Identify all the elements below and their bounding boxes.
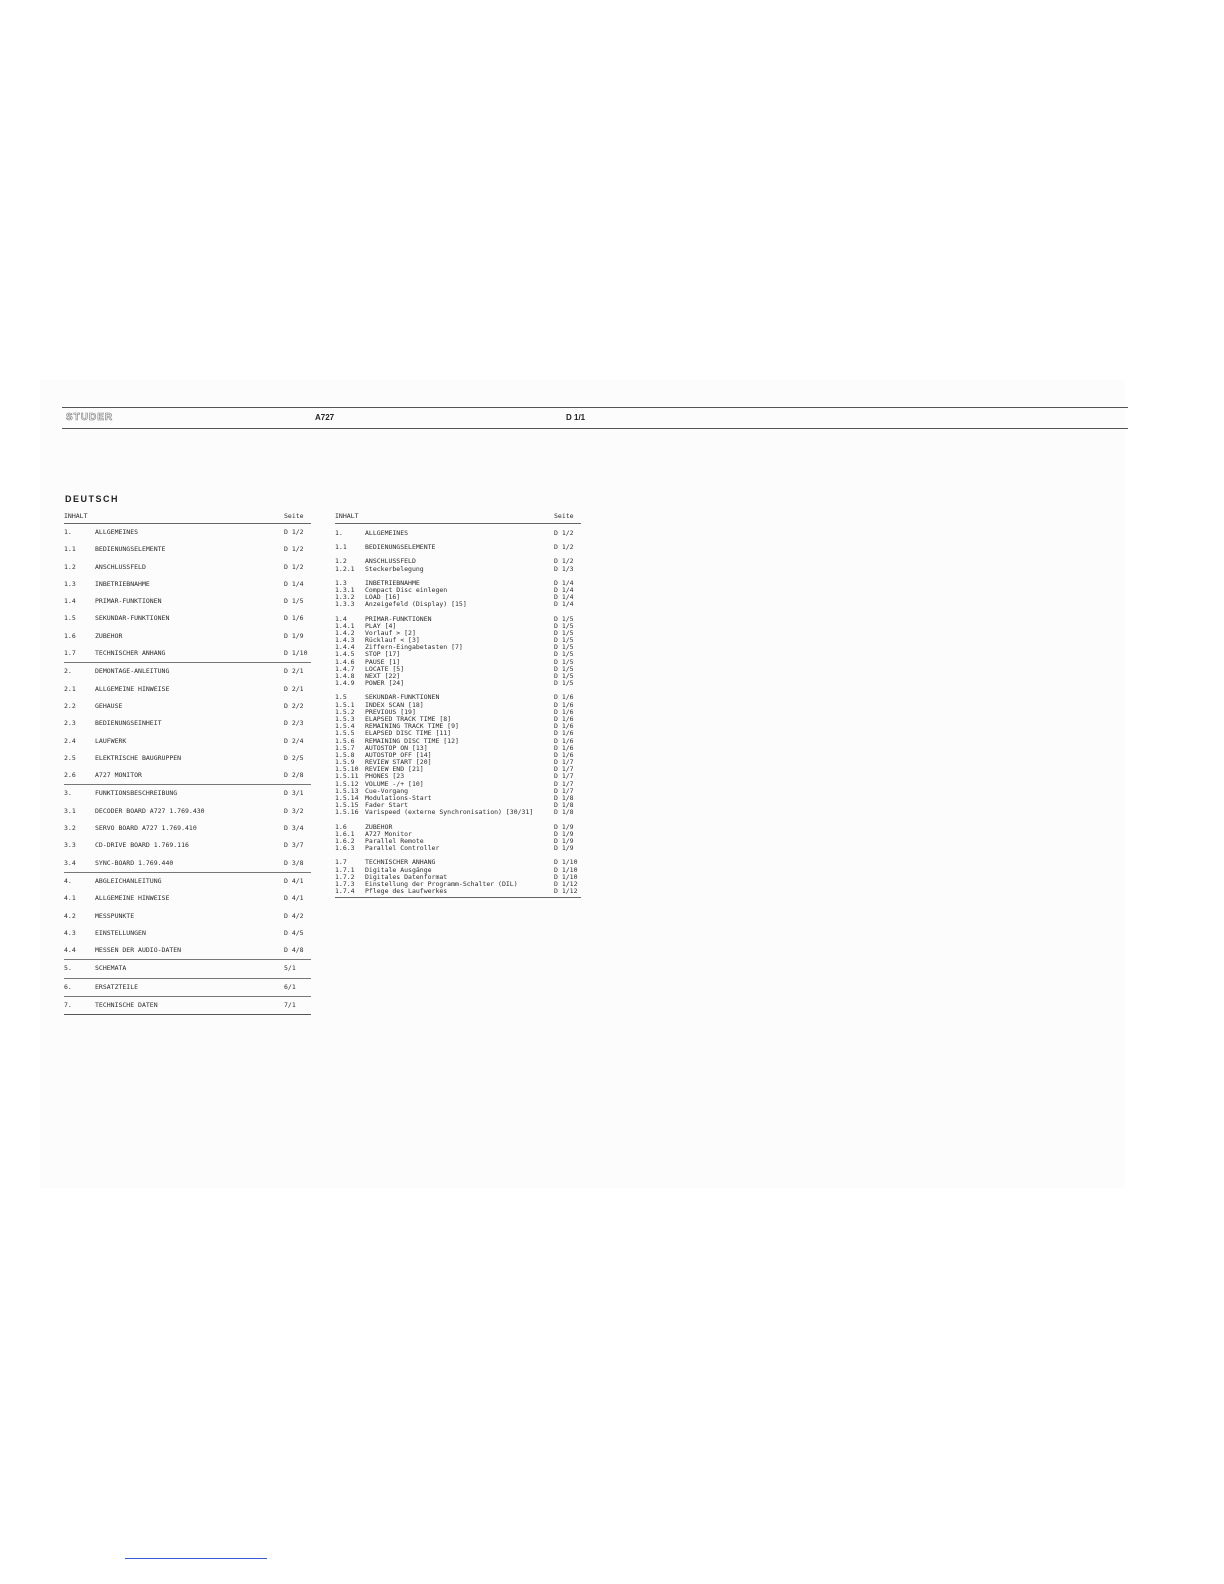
toc-detail-number: 1.7 xyxy=(335,858,347,867)
toc-detail-page: D 1/9 xyxy=(554,822,574,831)
toc-row-number: 1.5 xyxy=(64,614,76,623)
toc-detail-title: Parallel Remote xyxy=(365,836,424,845)
toc-row-title: GEHAUSE xyxy=(95,701,123,710)
toc-row-page: D 4/5 xyxy=(284,928,304,937)
toc-detail-page: D 1/6 xyxy=(554,729,574,738)
toc-detail-page: D 1/5 xyxy=(554,650,574,659)
toc-row-title: DEMONTAGE-ANLEITUNG xyxy=(95,667,170,676)
toc-row-page: D 1/2 xyxy=(284,562,304,571)
toc-detail-number: 1.4.2 xyxy=(335,628,355,637)
toc-detail-number: 1.3 xyxy=(335,578,347,587)
toc-row-number: 2.2 xyxy=(64,701,76,710)
toc-row xyxy=(64,890,311,907)
toc-detail-page: D 1/8 xyxy=(554,801,574,810)
toc-detail xyxy=(335,513,581,898)
toc-detail-number: 1.3.2 xyxy=(335,593,355,602)
toc-detail-number: 1.5.7 xyxy=(335,743,355,752)
toc-row-page: D 3/8 xyxy=(284,858,304,867)
toc-detail-row xyxy=(335,530,581,537)
toc-row xyxy=(64,524,311,541)
toc-detail-title: AUTOSTOP ON [13] xyxy=(365,743,428,752)
toc-row-title: BEDIENUNGSELEMENTE xyxy=(95,545,166,554)
toc-row-page: D 1/2 xyxy=(284,528,304,536)
toc-detail-number: 1.5.2 xyxy=(335,707,355,716)
toc-row-page: D 1/5 xyxy=(284,597,304,606)
toc-detail-page: D 1/6 xyxy=(554,750,574,759)
toc-detail-number: 1.6.1 xyxy=(335,829,355,838)
toc-detail-page: D 1/7 xyxy=(554,779,574,788)
toc-row xyxy=(64,662,311,680)
toc-detail-page: D 1/5 xyxy=(554,614,574,623)
toc-detail-number: 1.5.13 xyxy=(335,786,359,795)
toc-detail-row xyxy=(335,845,581,852)
toc-detail-title: Varispeed (externe Synchronisation) [30/31] xyxy=(365,808,534,817)
toc-row-title: MESSPUNKTE xyxy=(95,911,135,920)
toc-detail-number: 1.5.10 xyxy=(335,765,359,774)
toc-detail-rows xyxy=(335,524,581,895)
toc-row xyxy=(64,610,311,627)
toc-detail-page: D 1/9 xyxy=(554,829,574,838)
toc-detail-row xyxy=(335,809,581,816)
toc-detail-title: LOAD [16] xyxy=(365,593,401,602)
toc-detail-title: Compact Disc einlegen xyxy=(365,585,448,594)
toc-detail-number: 1.3.3 xyxy=(335,600,355,609)
toc-detail-page: D 1/6 xyxy=(554,736,574,745)
toc-detail-number: 1.5.16 xyxy=(335,808,359,817)
toc-row-number: 1. xyxy=(64,528,72,536)
toc-detail-page: D 1/5 xyxy=(554,621,574,630)
toc-detail-number: 1.4.9 xyxy=(335,679,355,688)
model-number: A727 xyxy=(315,413,335,422)
toc-row-page: 7/1 xyxy=(284,1001,296,1010)
toc-row xyxy=(64,698,311,715)
toc-row xyxy=(64,593,311,610)
toc-detail-number: 1.4.7 xyxy=(335,664,355,673)
toc-row-title: TECHNISCHE DATEN xyxy=(95,1001,158,1010)
toc-detail-number: 1.5.14 xyxy=(335,794,359,802)
toc-row xyxy=(64,628,311,645)
toc-detail-title: PHONES [23 xyxy=(365,772,405,781)
toc-detail-title: Einstellung der Programm-Schalter (DIL) xyxy=(365,879,518,888)
toc-detail-title: Vorlauf > [2] xyxy=(365,628,416,637)
toc-detail-page: D 1/6 xyxy=(554,722,574,731)
toc-row-title: FUNKTIONSBESCHREIBUNG xyxy=(95,789,178,798)
toc-row-page: D 4/8 xyxy=(284,946,304,955)
toc-detail-page: D 1/6 xyxy=(554,693,574,702)
toc-row xyxy=(64,803,311,820)
toc-row xyxy=(64,541,311,558)
toc-detail-title: Rücklauf < [3] xyxy=(365,636,420,645)
toc-row-page: D 2/1 xyxy=(284,684,304,693)
toc-row-page: D 2/3 xyxy=(284,719,304,728)
toc-row-number: 2.4 xyxy=(64,736,76,745)
toc-row-number: 4. xyxy=(64,876,72,885)
toc-detail-row xyxy=(335,601,581,608)
toc-detail-page: D 1/5 xyxy=(554,672,574,680)
toc-row-title: ERSATZTEILE xyxy=(95,982,139,991)
toc-detail-number: 1.5.15 xyxy=(335,801,359,810)
toc-row xyxy=(64,959,311,977)
header-rule-bottom xyxy=(62,428,1128,429)
toc-row xyxy=(64,681,311,698)
toc-detail-page: D 1/12 xyxy=(554,887,578,896)
toc-detail-number: 1.5 xyxy=(335,693,347,702)
toc-detail-number: 1.7.4 xyxy=(335,887,355,896)
toc-detail-page: D 1/6 xyxy=(554,707,574,716)
toc-detail-header xyxy=(335,513,581,524)
toc-detail-page: D 1/7 xyxy=(554,772,574,781)
toc-row-number: 1.3 xyxy=(64,579,76,588)
toc-row-title: SERVO BOARD A727 1.769.410 xyxy=(95,824,197,833)
toc-row xyxy=(64,942,311,959)
toc-row-number: 3. xyxy=(64,789,72,798)
toc-row xyxy=(64,576,311,593)
toc-detail-page: D 1/5 xyxy=(554,628,574,637)
toc-detail-title: Digitale Ausgänge xyxy=(365,865,432,874)
toc-row-number: 2.6 xyxy=(64,771,76,780)
toc-row-number: 4.1 xyxy=(64,894,76,903)
toc-detail-title: STOP [17] xyxy=(365,650,401,659)
toc-row-page: D 3/2 xyxy=(284,806,304,815)
toc-row-number: 5. xyxy=(64,964,72,973)
toc-detail-page: D 1/3 xyxy=(554,564,574,573)
toc-detail-number: 1.7.2 xyxy=(335,872,355,881)
toc-detail-number: 1.6.3 xyxy=(335,844,355,853)
toc-detail-page: D 1/2 xyxy=(554,557,574,566)
toc-row-number: 4.2 xyxy=(64,911,76,920)
toc-row-number: 7. xyxy=(64,1001,72,1010)
toc-detail-page: D 1/5 xyxy=(554,636,574,645)
toc-detail-number: 1.2.1 xyxy=(335,564,355,573)
toc-detail-page: D 1/7 xyxy=(554,765,574,774)
toc-row xyxy=(64,978,311,996)
toc-detail-page: D 1/4 xyxy=(554,585,574,594)
header-rule-top xyxy=(62,407,1128,408)
toc-detail-row xyxy=(335,888,581,895)
toc-row-page: D 3/7 xyxy=(284,841,304,850)
toc-detail-title: ANSCHLUSSFELD xyxy=(365,557,416,566)
toc-row-page: D 2/2 xyxy=(284,701,304,710)
toc-row-title: ABGLEICHANLEITUNG xyxy=(95,876,162,885)
toc-row-page: D 4/1 xyxy=(284,894,304,903)
toc-row-number: 3.1 xyxy=(64,806,76,815)
toc-detail-row xyxy=(335,680,581,687)
toc-row xyxy=(64,837,311,854)
toc-row xyxy=(64,925,311,942)
toc-detail-page: D 1/6 xyxy=(554,743,574,752)
toc-detail-title: Pflege des Laufwerkes xyxy=(365,887,448,896)
toc-detail-page: D 1/5 xyxy=(554,664,574,673)
toc-detail-number: 1.5.5 xyxy=(335,729,355,738)
toc-row-number: 3.2 xyxy=(64,824,76,833)
toc-detail-number: 1.4.1 xyxy=(335,621,355,630)
toc-detail-title: TECHNISCHER ANHANG xyxy=(365,858,436,867)
toc-row-number: 1.1 xyxy=(64,545,76,554)
toc-row-page: D 2/8 xyxy=(284,771,304,780)
toc-row-title: ANSCHLUSSFELD xyxy=(95,562,146,571)
toc-detail-number: 1.4.8 xyxy=(335,672,355,680)
toc-row-title: LAUFWERK xyxy=(95,736,127,745)
toc-row-title: EINSTELLUNGEN xyxy=(95,928,146,937)
toc-detail-title: VOLUME -/+ [10] xyxy=(365,779,424,788)
toc-detail-number: 1.4.5 xyxy=(335,650,355,659)
toc-detail-title: AUTOSTOP OFF [14] xyxy=(365,750,432,759)
toc-detail-page: D 1/10 xyxy=(554,858,578,867)
toc-detail-title: INBETRIEBNAHME xyxy=(365,578,420,587)
footer-link-underline xyxy=(125,1558,267,1559)
toc-row-number: 2.5 xyxy=(64,753,76,762)
toc-row-page: D 2/4 xyxy=(284,736,304,745)
toc-detail-title: Steckerbelegung xyxy=(365,564,424,573)
toc-detail-number: 1.5.1 xyxy=(335,700,355,709)
toc-row xyxy=(64,645,311,662)
toc-row-number: 2.3 xyxy=(64,719,76,728)
language-heading: DEUTSCH xyxy=(65,494,120,504)
toc-detail-title: Ziffern-Eingabetasten [7] xyxy=(365,643,463,652)
toc-row-title: A727 MONITOR xyxy=(95,771,142,780)
toc-row-title: ALLGEMEINE HINWEISE xyxy=(95,684,170,693)
toc-row xyxy=(64,855,311,872)
toc-row-number: 4.4 xyxy=(64,946,76,955)
toc-detail-page: D 1/7 xyxy=(554,786,574,795)
toc-detail-title: INDEX SCAN [18] xyxy=(365,700,424,709)
toc-detail-title: Digitales Datenformat xyxy=(365,872,448,881)
toc-detail-page: D 1/10 xyxy=(554,872,578,881)
toc-detail-page: D 1/5 xyxy=(554,679,574,688)
toc-detail-title: A727 Monitor xyxy=(365,829,412,838)
toc-detail-title: SEKUNDAR-FUNKTIONEN xyxy=(365,693,440,702)
toc-detail-number: 1.5.11 xyxy=(335,772,359,781)
toc-row-title: CD-DRIVE BOARD 1.769.116 xyxy=(95,841,189,850)
toc-row-page: D 3/1 xyxy=(284,789,304,798)
toc-detail-page: D 1/12 xyxy=(554,879,578,888)
toc-detail-page: D 1/9 xyxy=(554,844,574,853)
toc-row-title: ZUBEHOR xyxy=(95,631,123,640)
toc-detail-number: 1.1 xyxy=(335,543,347,552)
toc-detail-title: Parallel Controller xyxy=(365,844,440,853)
toc-detail-title: ELAPSED TRACK TIME [8] xyxy=(365,714,452,723)
toc-detail-page: D 1/8 xyxy=(554,794,574,802)
toc-detail-page: D 1/10 xyxy=(554,865,578,874)
toc-header-page: Seite xyxy=(284,512,304,520)
toc-row-title: SYNC-BOARD 1.769.440 xyxy=(95,858,174,867)
toc-row-title: DECODER BOARD A727 1.769.430 xyxy=(95,806,205,815)
toc-detail-number: 1.5.4 xyxy=(335,722,355,731)
toc-detail-row xyxy=(335,566,581,573)
toc-row xyxy=(64,767,311,784)
toc-row-number: 2. xyxy=(64,667,72,676)
toc-end-rule xyxy=(64,1014,311,1015)
toc-detail-page: D 1/5 xyxy=(554,643,574,652)
toc-detail-number: 1.2 xyxy=(335,557,347,566)
toc-detail-number: 1.7.1 xyxy=(335,865,355,874)
toc-detail-number: 1.7.3 xyxy=(335,879,355,888)
toc-row-number: 4.3 xyxy=(64,928,76,937)
toc-row-title: PRIMAR-FUNKTIONEN xyxy=(95,597,162,606)
toc-row-page: 5/1 xyxy=(284,964,296,973)
toc-detail-number: 1.5.3 xyxy=(335,714,355,723)
toc-row xyxy=(64,715,311,732)
toc-row-number: 1.4 xyxy=(64,597,76,606)
toc-detail-page: D 1/4 xyxy=(554,593,574,602)
toc-detail-page: D 1/8 xyxy=(554,808,574,817)
toc-detail-number: 1.4 xyxy=(335,614,347,623)
toc-row-page: 6/1 xyxy=(284,982,296,991)
toc-detail-title: ELAPSED DISC TIME [11] xyxy=(365,729,452,738)
toc-row-title: INBETRIEBNAHME xyxy=(95,579,150,588)
toc-detail-title: Cue-Vorgang xyxy=(365,786,409,795)
toc-row-number: 2.1 xyxy=(64,684,76,693)
page-number: D 1/1 xyxy=(566,413,586,422)
toc-row xyxy=(64,996,311,1014)
toc-header xyxy=(64,513,311,524)
toc-row-number: 1.6 xyxy=(64,631,76,640)
toc-rows xyxy=(64,524,311,1014)
toc-row-title: ALLGEMEINE HINWEISE xyxy=(95,894,170,903)
toc-detail-number: 1.5.9 xyxy=(335,758,355,767)
toc-detail-title: REMAINING TRACK TIME [9] xyxy=(365,722,459,731)
toc-detail-title: REVIEW END [21] xyxy=(365,765,424,774)
toc-row xyxy=(64,784,311,802)
toc-detail-page: D 1/6 xyxy=(554,714,574,723)
toc-detail-number: 1. xyxy=(335,529,343,537)
toc-detail-title: Anzeigefeld (Display) [15] xyxy=(365,600,467,609)
toc-row-title: SCHEMATA xyxy=(95,964,127,973)
toc-row-number: 1.2 xyxy=(64,562,76,571)
toc-summary xyxy=(64,513,311,1015)
toc-detail-number: 1.5.12 xyxy=(335,779,359,788)
toc-detail-title: REMAINING DISC TIME [12] xyxy=(365,736,459,745)
toc-row xyxy=(64,820,311,837)
toc-detail-title: REVIEW START [20] xyxy=(365,758,432,767)
toc-detail-title: PREVIOUS [19] xyxy=(365,707,416,716)
toc-detail-page: D 1/7 xyxy=(554,758,574,767)
toc-row xyxy=(64,908,311,925)
toc-row-number: 1.7 xyxy=(64,649,76,658)
toc-detail-number: 1.6.2 xyxy=(335,836,355,845)
toc-row-page: D 1/6 xyxy=(284,614,304,623)
toc-header-title: INHALT xyxy=(64,512,88,520)
toc-detail-title: PRIMAR-FUNKTIONEN xyxy=(365,614,432,623)
toc-detail-page: D 1/9 xyxy=(554,836,574,845)
toc-row xyxy=(64,872,311,890)
toc-detail-number: 1.5.6 xyxy=(335,736,355,745)
toc-detail-title: ZUBEHOR xyxy=(365,822,393,831)
toc-detail-title: Fader Start xyxy=(365,801,409,810)
toc-row-page: D 2/5 xyxy=(284,753,304,762)
toc-detail-title: BEDIENUNGSELEMENTE xyxy=(365,543,436,552)
toc-detail-title: PLAY [4] xyxy=(365,621,397,630)
toc-row-title: ELEKTRISCHE BAUGRUPPEN xyxy=(95,753,182,762)
toc-row-page: D 1/9 xyxy=(284,631,304,640)
toc-row-page: D 4/2 xyxy=(284,911,304,920)
toc-detail-number: 1.4.3 xyxy=(335,636,355,645)
toc-detail-end-rule xyxy=(335,897,581,898)
toc-detail-title: NEXT [22] xyxy=(365,672,401,680)
toc-row-page: D 1/4 xyxy=(284,579,304,588)
toc-detail-title: ALLGEMEINES xyxy=(365,529,409,537)
toc-row-title: SEKUNDAR-FUNKTIONEN xyxy=(95,614,170,623)
toc-detail-number: 1.6 xyxy=(335,822,347,831)
toc-detail-title: PAUSE [1] xyxy=(365,657,401,666)
toc-detail-page: D 1/4 xyxy=(554,600,574,609)
toc-row-title: TECHNISCHER ANHANG xyxy=(95,649,166,658)
toc-detail-page: D 1/6 xyxy=(554,700,574,709)
toc-row xyxy=(64,750,311,767)
toc-row-number: 6. xyxy=(64,982,72,991)
toc-detail-header-page: Seite xyxy=(554,512,574,520)
toc-detail-title: Modulations-Start xyxy=(365,794,432,802)
toc-row-page: D 2/1 xyxy=(284,667,304,676)
toc-detail-page: D 1/4 xyxy=(554,578,574,587)
toc-detail-page: D 1/2 xyxy=(554,543,574,552)
toc-detail-number: 1.5.8 xyxy=(335,750,355,759)
toc-row-title: BEDIENUNGSEINHEIT xyxy=(95,719,162,728)
toc-row-title: MESSEN DER AUDIO-DATEN xyxy=(95,946,182,955)
toc-detail-number: 1.3.1 xyxy=(335,585,355,594)
toc-detail-page: D 1/2 xyxy=(554,529,574,537)
toc-row-page: D 1/10 xyxy=(284,649,308,658)
toc-row-page: D 3/4 xyxy=(284,824,304,833)
toc-detail-header-title: INHALT xyxy=(335,512,359,520)
toc-detail-title: POWER [24] xyxy=(365,679,405,688)
toc-row xyxy=(64,559,311,576)
toc-row-page: D 4/1 xyxy=(284,876,304,885)
toc-detail-page: D 1/5 xyxy=(554,657,574,666)
toc-detail-number: 1.4.4 xyxy=(335,643,355,652)
toc-detail-number: 1.4.6 xyxy=(335,657,355,666)
toc-row-page: D 1/2 xyxy=(284,545,304,554)
toc-row-number: 3.4 xyxy=(64,858,76,867)
toc-detail-title: LOCATE [5] xyxy=(365,664,405,673)
studer-logo: STUDER xyxy=(66,412,114,423)
toc-row-title: ALLGEMEINES xyxy=(95,528,139,536)
toc-detail-row xyxy=(335,544,581,551)
toc-row xyxy=(64,733,311,750)
toc-row-number: 3.3 xyxy=(64,841,76,850)
